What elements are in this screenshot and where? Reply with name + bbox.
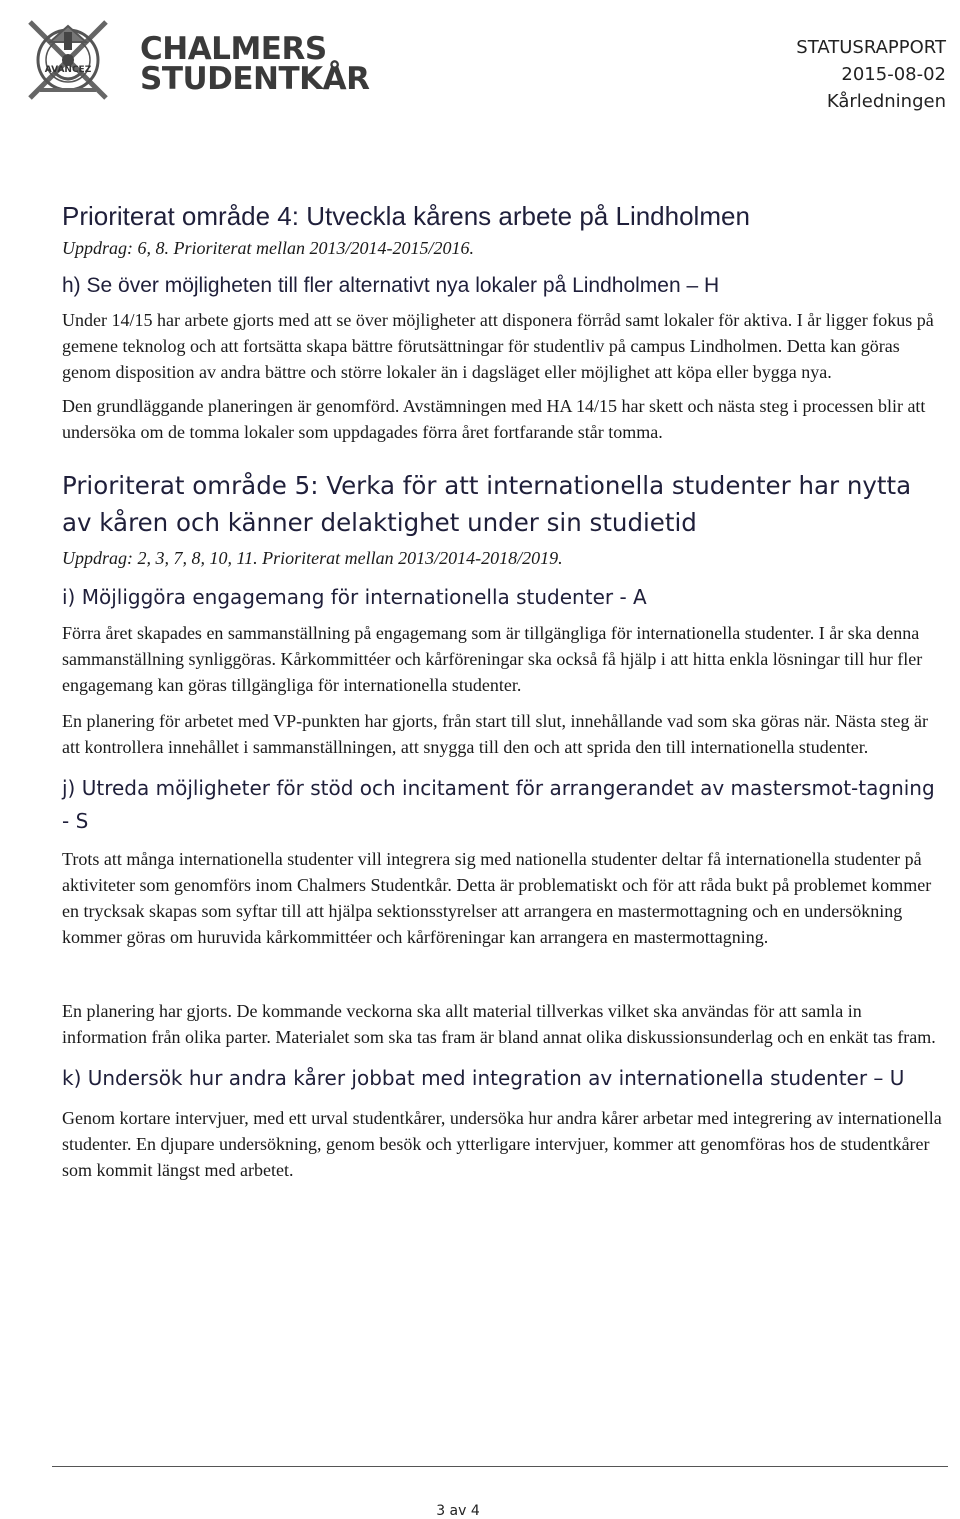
section-area-5 <box>62 467 946 1183</box>
item-h-heading: h) Se över möjligheten till fler alternativt nya lokaler på Lindholmen – H <box>62 274 720 297</box>
item-k-heading: k) Undersök hur andra kårer jobbat med integration av internationella studenter – U <box>62 1066 905 1090</box>
item-j-paragraph-2: En planering har gjorts. De kommande veckorna ska allt material tillverkas vilket ska användas för att samla in information från olika parter. Materialet som ska tas fram är bland annat olika diskussionsunderlag och en enkät tas fram. <box>62 1001 936 1047</box>
doc-type: STATUSRAPPORT <box>796 37 946 58</box>
area-5-title: Prioriterat område 5: Verka för att internationella studenter har nytta av kåren och känner delaktighet under sin studietid <box>62 471 912 537</box>
item-i-paragraph-1: Förra året skapades en sammanställning på engagemang som är tillgängliga för internationella studenter. I år ska denna sammanställning synliggöras. Kårkommittéer och kårföreningar ska också få hjälp i att hitta enkla lösningar till hur fler engagemang kan göras tillgängliga för internationella studenter. <box>62 623 923 695</box>
chalmers-crest-logo <box>10 2 126 118</box>
logo-motto: AVANCEZ <box>44 65 92 75</box>
brand-wordmark <box>140 31 370 97</box>
item-i-heading: i) Möjliggöra engagemang för internationella studenter - A <box>62 585 647 609</box>
item-j-heading: j) Utreda möjligheter för stöd och incitament för arrangerandet av mastersmot-tagning - S <box>62 776 935 833</box>
brand-line-1: CHALMERS <box>140 31 327 67</box>
document-meta <box>796 34 946 115</box>
page-number: 3 av 4 <box>436 1503 480 1519</box>
area-4-assignment: Uppdrag: 6, 8. Prioriterat mellan 2013/2014-2015/2016. <box>62 238 474 258</box>
footer-divider <box>52 1466 948 1467</box>
item-h-paragraph-2: Den grundläggande planeringen är genomförd. Avstämningen med HA 14/15 har skett och nästa steg i processen blir att undersöka om de tomma lokaler som uppdagades förra året fortfarande står tomma. <box>62 396 926 442</box>
section-area-4 <box>62 200 946 445</box>
doc-author: Kårledningen <box>826 91 946 112</box>
doc-date: 2015-08-02 <box>841 64 946 85</box>
document-body <box>62 200 946 1183</box>
brand-line-2: STUDENTKÅR <box>140 61 370 97</box>
area-4-title: Prioriterat område 4: Utveckla kårens arbete på Lindholmen <box>62 201 750 231</box>
area-5-assignment: Uppdrag: 2, 3, 7, 8, 10, 11. Prioriterat mellan 2013/2014-2018/2019. <box>62 548 563 568</box>
page-header <box>0 0 960 110</box>
item-j-paragraph-1: Trots att många internationella studenter vill integrera sig med nationella studenter deltar få internationella studenter på aktiviteter som genomförs inom Chalmers Studentkår. Detta är problematiskt och för att råda bukt på problemet kommer en trycksak skapas som syftar till att hjälpa sektionsstyrelser att arrangera en mastermottagning och en undersökning kommer göras om huruvida kårkommittéer och kårföreningar kan arrangera en mastermottagning. <box>62 849 932 947</box>
item-h-paragraph-1: Under 14/15 har arbete gjorts med att se över möjligheter att disponera förråd samt lokaler för aktiva. I år ligger fokus på gemene teknolog och att fortsätta skapa bättre förutsättningar för studentliv på campus Lindholmen. Detta kan göras genom disposition av andra bättre och större lokaler än i dagsläget eller möjlighet att köpa eller bygga nya. <box>62 310 934 382</box>
item-k-paragraph-1: Genom kortare intervjuer, med ett urval studentkårer, undersöka hur andra kårer arbetar med integrering av internationella studenter. En djupare undersökning, genom besök och ytterligare intervjuer, kommer att genomföras hos de studentkårer som kommit längst med arbetet. <box>62 1108 942 1180</box>
item-i-paragraph-2: En planering för arbetet med VP-punkten har gjorts, från start till slut, innehållande vad som ska göras när. Nästa steg är att kontrollera innehållet i sammanställningen, att snygga till den och att sprida den till internationella studenter. <box>62 711 928 757</box>
